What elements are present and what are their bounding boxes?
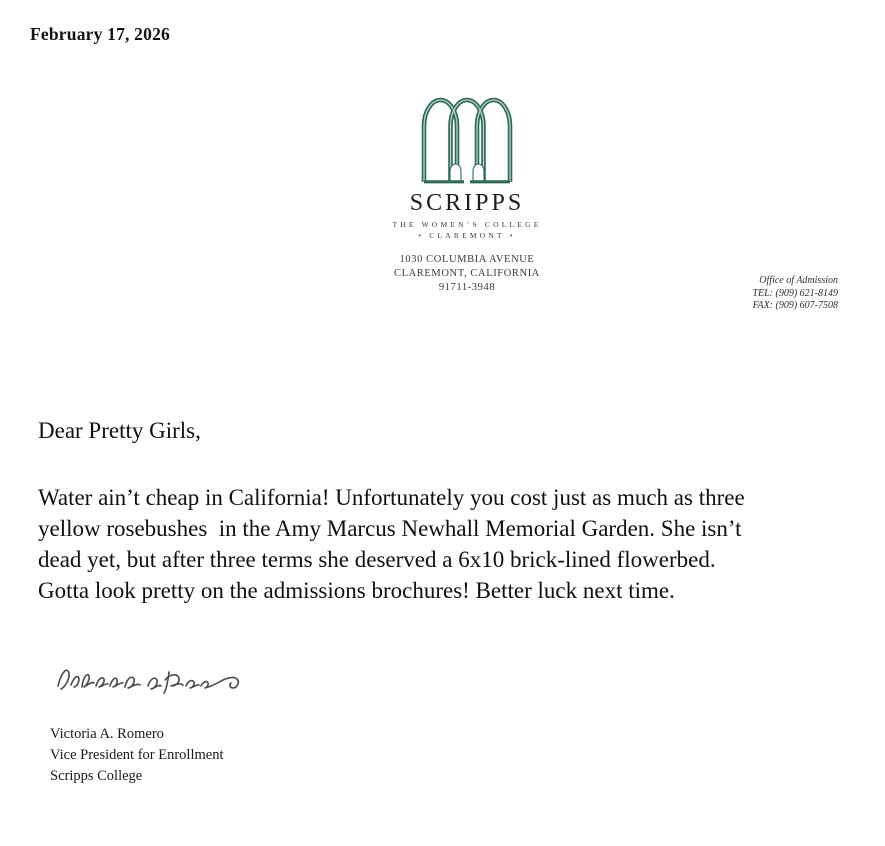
logo-subtitle-claremont: • CLAREMONT • xyxy=(418,231,516,240)
office-fax: FAX: (909) 607-7508 xyxy=(752,300,838,311)
address-line: CLAREMONT, CALIFORNIA xyxy=(394,268,540,279)
scripps-arches-icon xyxy=(416,94,518,184)
signer-block xyxy=(50,724,223,787)
office-contact-block xyxy=(752,275,838,313)
body-line: Water ain’t cheap in California! Unfortunately you cost just as much as three xyxy=(38,485,745,510)
college-address xyxy=(347,253,587,295)
logo-subtitle: THE WOMEN’S COLLEGE xyxy=(392,220,542,229)
logo-wordmark: SCRIPPS xyxy=(409,190,525,216)
letter-date: February 17, 2026 xyxy=(30,24,170,44)
letter-body xyxy=(38,482,745,606)
salutation: Dear Pretty Girls, xyxy=(38,418,201,443)
handwritten-signature-icon xyxy=(48,648,248,706)
signer-name: Victoria A. Romero xyxy=(50,726,164,742)
address-line: 91711-3948 xyxy=(438,282,496,293)
signer-org: Scripps College xyxy=(50,768,143,784)
address-line: 1030 COLUMBIA AVENUE xyxy=(399,254,535,265)
office-name: Office of Admission xyxy=(759,275,838,286)
body-line: yellow rosebushes in the Amy Marcus Newhall Memorial Garden. She isn’t xyxy=(38,516,742,541)
body-line: Gotta look pretty on the admissions brochures! Better luck next time. xyxy=(38,578,675,603)
letterhead xyxy=(347,94,587,295)
office-tel: TEL: (909) 621-8149 xyxy=(752,287,838,299)
signer-title: Vice President for Enrollment xyxy=(50,747,224,763)
body-line: dead yet, but after three terms she deserved a 6x10 brick-lined flowerbed. xyxy=(38,547,716,572)
